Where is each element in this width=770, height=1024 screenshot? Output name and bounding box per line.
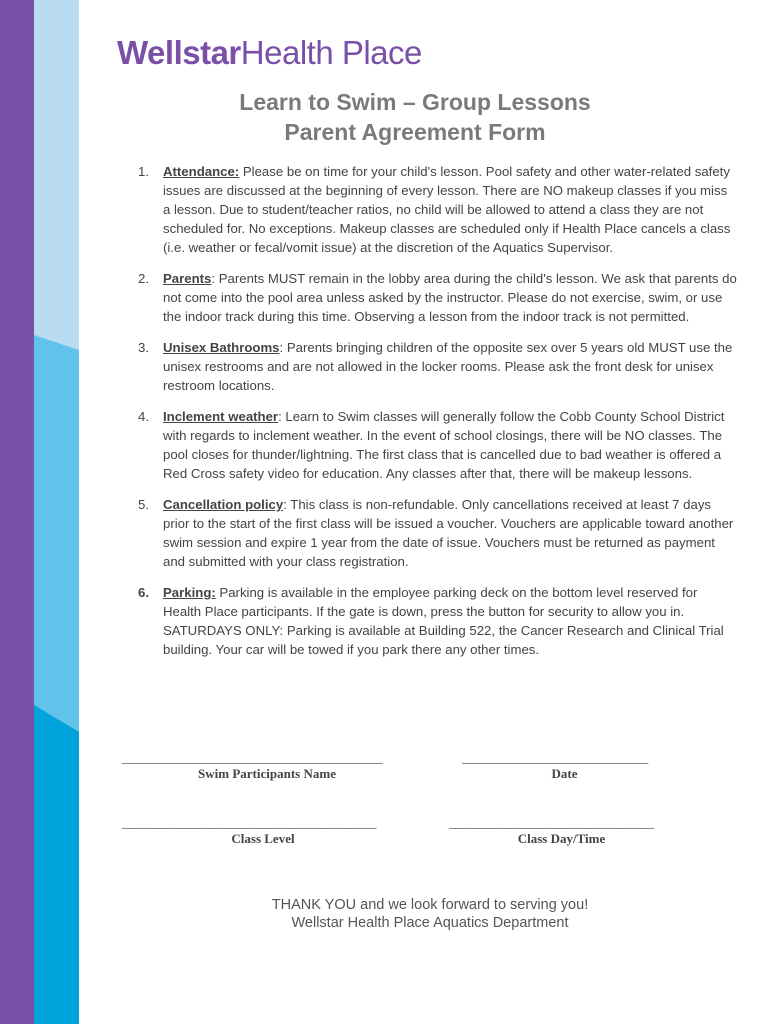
footer-thank-you: THANK YOU and we look forward to serving you! <box>271 897 589 913</box>
logo-brand-light: Health Place <box>240 34 422 71</box>
date-label: Date <box>551 766 578 781</box>
item-number: 6. <box>138 585 149 600</box>
left-blue-stripe <box>34 0 79 1024</box>
item-text: Parking is available in the employee parking deck on the bottom level reserved for Health Place participants. If the gate is down, press the button for security to allow you in. SATURDAYS ONLY: Parking is available at Building 522, the Cancer Research and Clinical Trial building. Your car will be towed if you park there any other times. <box>163 585 724 657</box>
item-text: : Learn to Swim classes will generally follow the Cobb County School District with regards to inclement weather. In the event of school closings, there will be NO classes. The pool closes for thunder/lightning. The first class that is cancelled due to bad weather is offered a Red Cross safety video for education. Any classes after that, there will be makeup lessons. <box>163 409 725 481</box>
form-title: Learn to Swim – Group Lessons <box>239 89 591 115</box>
item-text: : Parents bringing children of the opposite sex over 5 years old MUST use the unisex restrooms and are not allowed in the locker rooms. Please ask the front desk for unisex restroom locations. <box>163 340 733 393</box>
blue-stripe-graphic <box>34 0 79 1024</box>
left-purple-stripe <box>0 0 34 1024</box>
item-heading: Inclement weather <box>163 409 279 424</box>
signature-line: ______________________________ <box>462 750 649 765</box>
signature-line: __________________________________________ <box>122 750 383 765</box>
signature-line: _________________________________ <box>449 815 654 830</box>
list-item <box>138 407 738 483</box>
participant-name-field[interactable] <box>122 750 412 782</box>
wellstar-logo <box>117 34 422 72</box>
item-text: : This class is non-refundable. Only cancellations received at least 7 days prior to the start of the first class will be issued a voucher. Vouchers are applicable toward another swim session and expire 1 year from the date of issue. Vouchers must be returned as payment and submitted with your class registration. <box>163 497 734 569</box>
agreement-list <box>138 162 738 671</box>
class-day-time-field[interactable] <box>449 815 674 847</box>
item-number: 2. <box>138 271 149 286</box>
list-item <box>138 338 738 395</box>
class-level-label: Class Level <box>231 831 295 846</box>
item-text: : Parents MUST remain in the lobby area during the child's lesson. We ask that parents do not come into the pool area unless asked by the instructor. Please do not exercise, swim, or use the indoor track during this time. Observing a lesson from the indoor track is not permitted. <box>163 271 737 324</box>
list-item <box>138 495 738 571</box>
item-number: 1. <box>138 164 149 179</box>
logo-brand-bold: Wellstar <box>117 34 241 71</box>
footer-department: Wellstar Health Place Aquatics Department <box>291 915 569 931</box>
list-item <box>138 583 738 659</box>
list-item <box>138 269 738 326</box>
form-subtitle: Parent Agreement Form <box>284 119 546 145</box>
item-text: Please be on time for your child's lesson. Pool safety and other water-related safety issues are discussed at the beginning of every lesson. There are NO makeup classes if you miss a lesson. Due to student/teacher ratios, no child will be allowed to attend a class they are not scheduled for. No exceptions. Makeup classes are scheduled only if Health Place cancels a class (i.e. weather or fecal/vomit issue) at the discretion of the Aquatics Supervisor. <box>163 164 731 255</box>
item-number: 4. <box>138 409 149 424</box>
item-heading: Parking: <box>163 585 216 600</box>
class-day-time-label: Class Day/Time <box>517 831 606 846</box>
item-heading: Unisex Bathrooms <box>163 340 280 355</box>
participant-name-label: Swim Participants Name <box>198 766 336 781</box>
item-heading: Parents <box>163 271 212 286</box>
list-item <box>138 162 738 257</box>
item-number: 3. <box>138 340 149 355</box>
item-number: 5. <box>138 497 149 512</box>
class-level-field[interactable] <box>122 815 404 847</box>
item-heading: Attendance: <box>163 164 240 179</box>
date-field[interactable] <box>462 750 667 782</box>
item-heading: Cancellation policy <box>163 497 284 512</box>
signature-line: _________________________________________ <box>122 815 377 830</box>
